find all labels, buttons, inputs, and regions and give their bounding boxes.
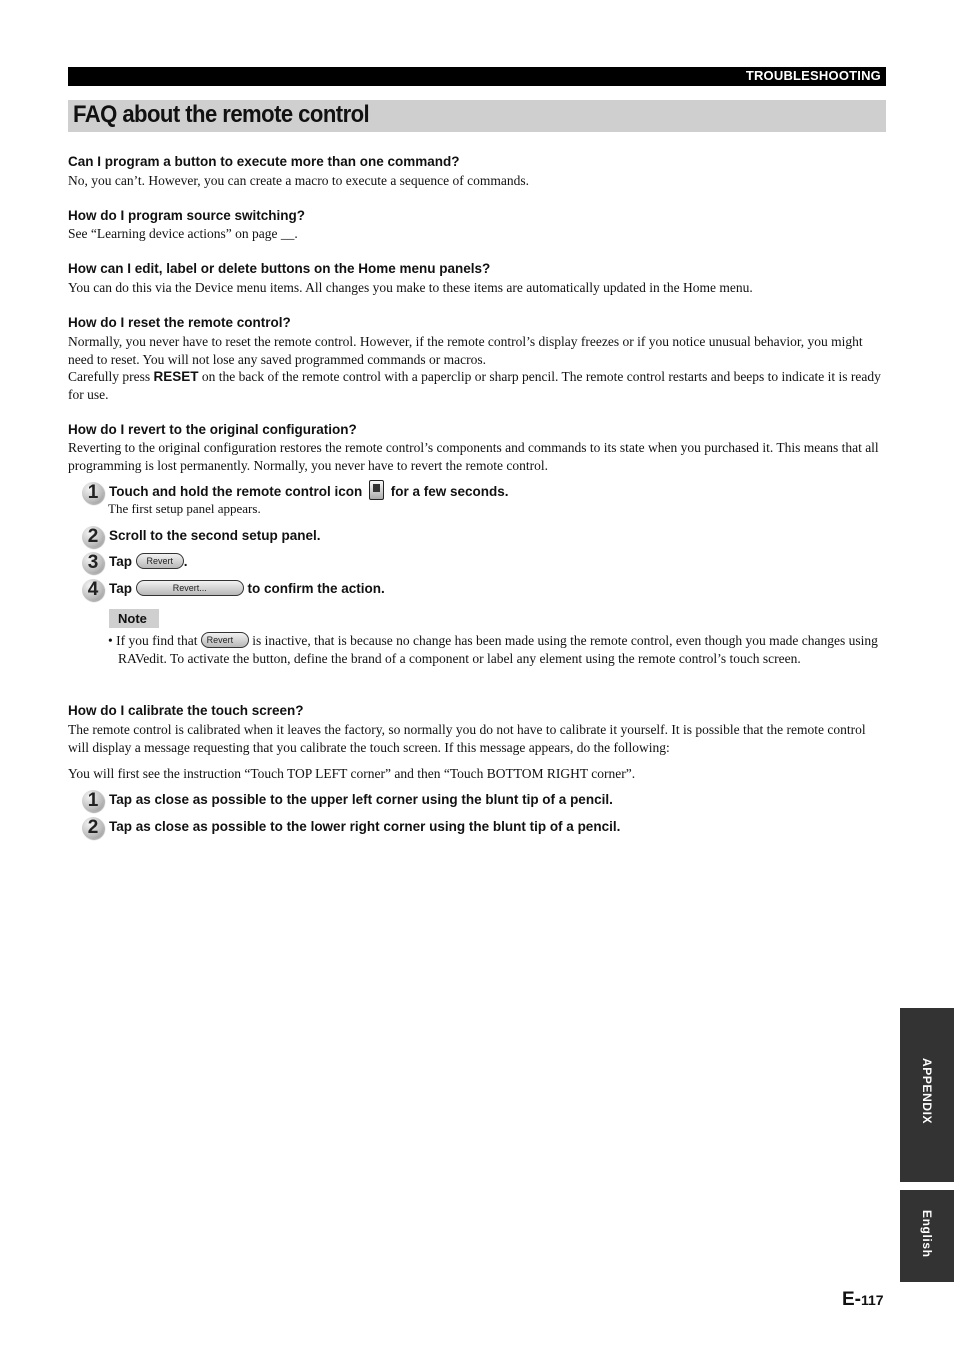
revert-button-inline: Revert bbox=[201, 632, 249, 648]
note-text bbox=[108, 632, 878, 667]
step-number: 4 bbox=[82, 579, 104, 601]
page-title-box bbox=[68, 100, 886, 132]
step-number: 1 bbox=[82, 790, 104, 812]
step-text bbox=[109, 484, 509, 500]
reset-key-label: RESET bbox=[153, 369, 199, 385]
side-tab-language-label: English bbox=[920, 1210, 934, 1258]
page-number bbox=[842, 1289, 884, 1311]
faq-answer-4 bbox=[68, 333, 886, 403]
faq-question-5: How do I revert to the original configuration? bbox=[68, 422, 357, 437]
step-text: Scroll to the second setup panel. bbox=[109, 528, 321, 543]
note-label: Note bbox=[109, 609, 159, 628]
step-number: 1 bbox=[82, 482, 104, 504]
step-text-b: . bbox=[183, 554, 188, 569]
page-number-value: 117 bbox=[861, 1292, 884, 1308]
section-header-bar bbox=[68, 67, 886, 86]
step-text-a: Tap bbox=[109, 554, 136, 569]
step-number: 3 bbox=[82, 552, 104, 574]
step-1-result: The first setup panel appears. bbox=[108, 501, 261, 516]
side-tab-appendix-label: APPENDIX bbox=[920, 1058, 934, 1125]
faq-question-1: Can I program a button to execute more than one command? bbox=[68, 154, 460, 169]
faq-answer-1: No, you can’t. However, you can create a macro to execute a sequence of commands. bbox=[68, 173, 530, 188]
step-text bbox=[109, 581, 385, 596]
remote-control-icon bbox=[369, 480, 384, 500]
faq-answer-2: See “Learning device actions” on page __. bbox=[68, 226, 298, 241]
faq-answer-6-instruction: You will first see the instruction “Touch TOP LEFT corner” and then “Touch BOTTOM RIGHT corner”. bbox=[68, 766, 636, 781]
faq-answer-4-para-2a: Carefully press bbox=[68, 369, 154, 385]
side-tab-language bbox=[900, 1190, 954, 1282]
revert-confirm-button: Revert... bbox=[136, 580, 244, 596]
step-text-a: Touch and hold the remote control icon bbox=[109, 484, 367, 499]
step-number: 2 bbox=[82, 817, 104, 839]
page-title: FAQ about the remote control bbox=[73, 101, 370, 128]
note-text-b: is inactive, that is because no change has been made using the remote control, even though you made changes using RAVedit. To activate the button, define the brand of a component or label any element using the remote control’s touch screen. bbox=[118, 633, 878, 666]
faq-answer-4-para-1: Normally, you never have to reset the remote control. However, if the remote control’s display freezes or if you notice unusual behavior, you might need to reset. You will not lose any saved programmed commands or macros. bbox=[68, 334, 863, 367]
page-number-prefix: E- bbox=[842, 1289, 861, 1310]
step-text-b: for a few seconds. bbox=[387, 484, 509, 499]
faq-answer-4-para-2b: on the back of the remote control with a paperclip or sharp pencil. The remote control restarts and beeps to indicate it is ready for use. bbox=[68, 369, 881, 402]
step-text-a: Tap bbox=[109, 581, 136, 596]
step-text bbox=[109, 554, 188, 569]
revert-button: Revert bbox=[136, 553, 184, 569]
faq-answer-5: Reverting to the original configuration restores the remote control’s components and commands to its state when you purchased it. This means that all programming is lost permanently. Normally, you never have to revert the remote control. bbox=[68, 440, 879, 473]
step-text: Tap as close as possible to the upper left corner using the blunt tip of a pencil. bbox=[109, 792, 613, 807]
side-tab-appendix bbox=[900, 1008, 954, 1182]
faq-question-2: How do I program source switching? bbox=[68, 208, 306, 223]
step-text: Tap as close as possible to the lower right corner using the blunt tip of a pencil. bbox=[109, 819, 621, 834]
faq-question-6: How do I calibrate the touch screen? bbox=[68, 703, 304, 718]
faq-answer-3: You can do this via the Device menu items. All changes you make to these items are automatically updated in the Home menu. bbox=[68, 280, 753, 295]
note-text-a: • If you find that bbox=[108, 633, 201, 648]
step-text-b: to confirm the action. bbox=[243, 581, 385, 596]
faq-answer-6: The remote control is calibrated when it leaves the factory, so normally you do not have to calibrate it yourself. It is possible that the remote control will display a message requesting that you calibrate the touch screen. If this message appears, do the following: bbox=[68, 722, 866, 755]
section-header-label: TROUBLESHOOTING bbox=[745, 68, 881, 83]
step-number: 2 bbox=[82, 526, 104, 548]
faq-question-4: How do I reset the remote control? bbox=[68, 315, 291, 330]
faq-question-3: How can I edit, label or delete buttons on the Home menu panels? bbox=[68, 261, 491, 276]
